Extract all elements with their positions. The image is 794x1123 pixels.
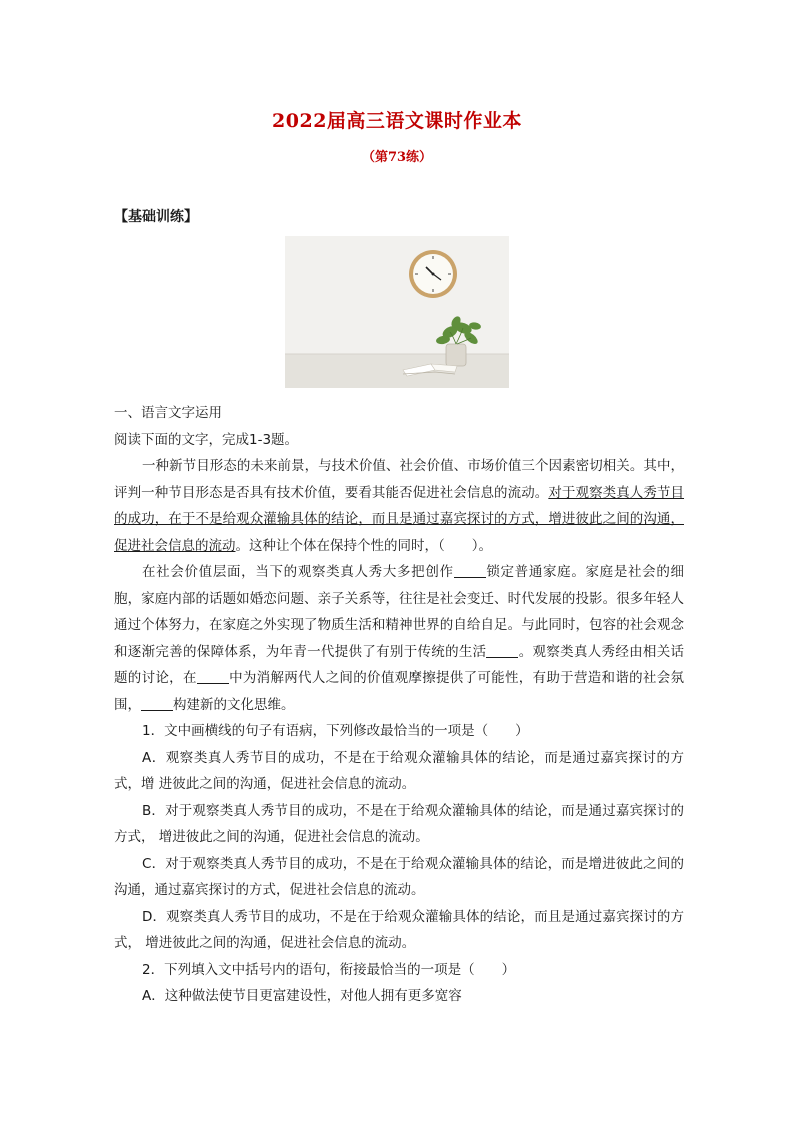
clock-plant-photo	[285, 236, 509, 388]
content-body	[114, 400, 684, 1010]
passage-p1-ending: 。这种让个体在保持个性的同时，（ ）。	[235, 537, 492, 554]
passage-p2-part-d: 中为消解两代人之间的价值观摩擦提供了可能性，有助于营造和谐的社会氛围，	[114, 670, 685, 713]
document-subtitle: （第73练）	[361, 150, 433, 165]
fill-blank-4[interactable]	[141, 696, 173, 711]
instruction-text: 阅读下面的文字，完成1-3题。	[114, 431, 299, 448]
question-1-option-a[interactable]: A．观察类真人秀节目的成功，不是在于给观众灌输具体的结论，而是通过嘉宾探讨的方式，增 进彼此之间的沟通，促进社会信息的流动。	[114, 749, 684, 792]
underlined-sentence: 对于观察类真人秀节目的成功，在于不是给观众灌输具体的结论，而且是通过嘉宾探讨的方式，增进彼此之间的沟通，促进社会信息的流动	[114, 484, 685, 554]
passage-paragraph-2	[114, 559, 684, 718]
fill-blank-1[interactable]	[454, 563, 486, 578]
fill-blank-3[interactable]	[197, 669, 229, 684]
clock-plant-illustration	[285, 236, 509, 388]
passage-p2-part-e: 构建新的文化思维。	[173, 696, 295, 713]
passage-paragraph-1	[114, 453, 684, 559]
part-heading: 一、语言文字运用	[114, 405, 222, 421]
question-2-option-a[interactable]: A．这种做法使节目更富建设性，对他人拥有更多宽容	[142, 988, 462, 1004]
passage-p2-part-b: 锁定普通家庭。家庭是社会的细胞，家庭内部的话题如婚恋问题、亲子关系等，往往是社会变迁、时代发展的投影。很多年轻人通过个体努力，在家庭之外实现了物质生活和精神世界的自给自足。与此同时，包容的社会观念和逐渐完善的保障体系，为年青一代提供了有别于传统的生活	[114, 564, 685, 660]
fill-blank-2[interactable]	[486, 643, 518, 658]
question-1-option-b[interactable]: B．对于观察类真人秀节目的成功，不是在于给观众灌输具体的结论，而是通过嘉宾探讨的方式， 增进彼此之间的沟通，促进社会信息的流动。	[114, 802, 684, 845]
passage-p1-text: 一种新节目形态的未来前景，与技术价值、社会价值、市场价值三个因素密切相关。其中，评判一种节目形态是否具有技术价值，要看其能否促进社会信息的流动。	[114, 458, 684, 501]
question-1-option-d[interactable]: D．观察类真人秀节目的成功，不是在于给观众灌输具体的结论，而且是通过嘉宾探讨的方式， 增进彼此之间的沟通，促进社会信息的流动。	[114, 908, 684, 951]
question-1: 1．文中画横线的句子有语病，下列修改最恰当的一项是（ ）	[142, 723, 529, 739]
passage-p2-part-c: 。观察类真人秀经由相关话题的讨论，在	[114, 643, 685, 686]
question-1-option-c[interactable]: C．对于观察类真人秀节目的成功，不是在于给观众灌输具体的结论，而是增进彼此之间的沟通，通过嘉宾探讨的方式，促进社会信息的流动。	[114, 855, 684, 898]
section-tag: 【基础训练】	[114, 209, 198, 225]
passage-p2-part-a: 在社会价值层面，当下的观察类真人秀大多把创作	[142, 564, 454, 580]
document-title: 2022届高三语文课时作业本	[272, 110, 522, 132]
question-2: 2．下列填入文中括号内的语句，衔接最恰当的一项是（ ）	[142, 961, 516, 978]
